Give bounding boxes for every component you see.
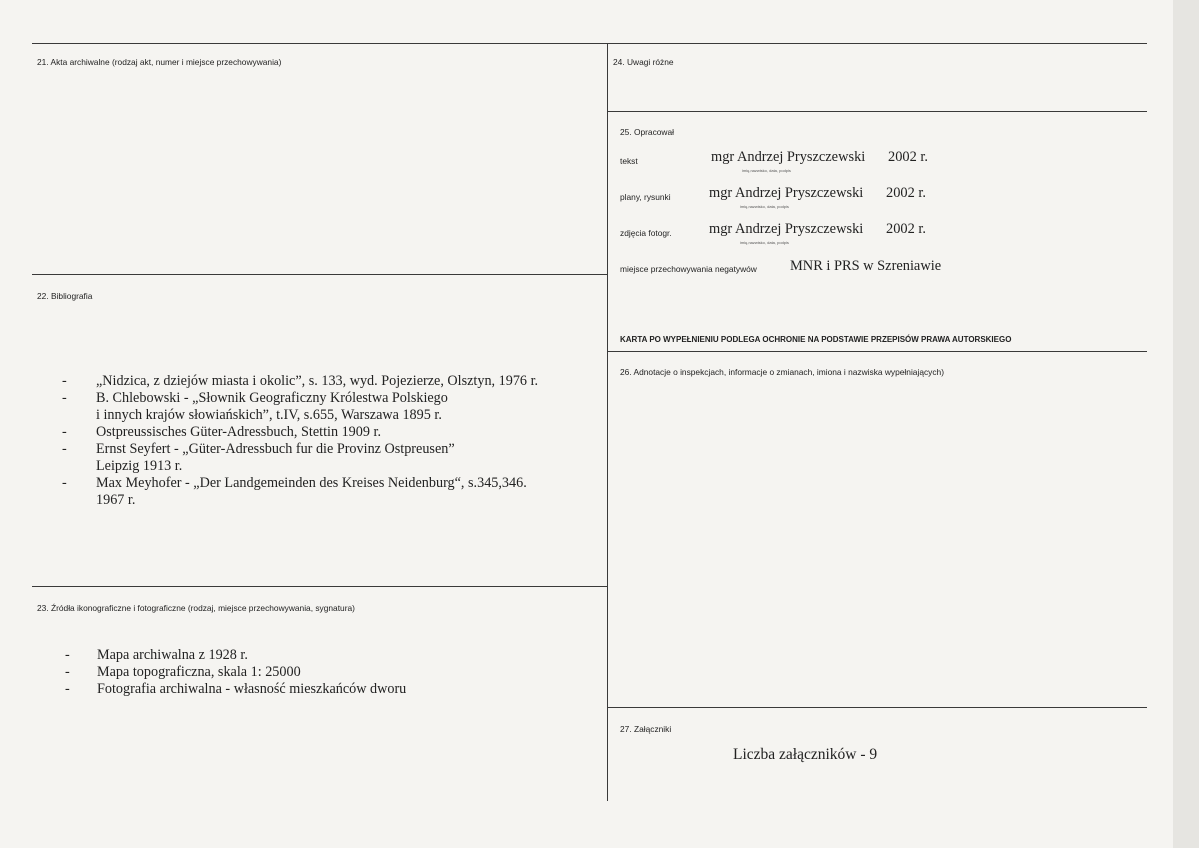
rule-24-25 [608,111,1147,112]
author-row-value: mgr Andrzej Pryszczewski [711,149,866,165]
section-24-title: 24. Uwagi różne [613,57,674,67]
negatives-label: miejsce przechowywania negatywów [620,264,757,274]
copyright-note: KARTA PO WYPEŁNIENIU PODLEGA OCHRONIE NA PODSTAWIE PRZEPISÓW PRAWA AUTORSKIEGO [620,335,1012,344]
author-row-caption: imię,nazwisko, data, podpis [742,168,791,173]
section-27-title: 27. Załączniki [620,724,672,734]
plans-row-caption: imię,nazwisko, data, podpis [740,204,789,209]
iconographic-sources-list [65,647,585,698]
list-item: - Ostpreussisches Güter-Adressbuch, Stettin 1909 r. [62,424,382,440]
bibliography-list [62,373,602,509]
photos-row-caption: imię,nazwisko, data, podpis [740,240,789,245]
rule-26-27 [608,707,1147,708]
rule-22-23 [32,586,608,587]
section-21-title: 21. Akta archiwalne (rodzaj akt, numer i miejsce przechowywania) [37,57,282,67]
section-25-title: 25. Opracował [620,127,674,137]
plans-row-year: 2002 r. [886,185,926,201]
list-item: - Mapa archiwalna z 1928 r. [65,647,248,663]
negatives-value: MNR i PRS w Szreniawie [790,258,942,274]
photos-row-year: 2002 r. [886,221,926,237]
list-item: - Mapa topograficzna, skala 1: 25000 [65,664,301,680]
section-26-title: 26. Adnotacje o inspekcjach, informacje o zmianach, imiona i nazwiska wypełniających) [620,367,944,377]
list-item: - B. Chlebowski - „Słownik Geograficzny Królestwa Polskiego i innych krajów słowiańskich”, t.IV, s.655, Warszawa 1895 r. [62,390,448,423]
list-item: - Ernst Seyfert - „Güter-Adressbuch fur die Provinz Ostpreusen” Leipzig 1913 r. [62,441,455,474]
section-23-title: 23. Źródła ikonograficzne i fotograficzne (rodzaj, miejsce przechowywania, sygnatura) [37,603,355,613]
top-rule [32,43,1147,44]
list-item: - „Nidzica, z dziejów miasta i okolic”, s. 133, wyd. Pojezierze, Olsztyn, 1976 r. [62,373,539,389]
rule-25-26 [608,351,1147,352]
list-item: - Fotografia archiwalna - własność mieszkańców dworu [65,681,407,697]
plans-row-label: plany, rysunki [620,192,671,202]
center-divider [607,43,608,801]
paper-edge [1173,0,1199,848]
list-item: - Max Meyhofer - „Der Landgemeinden des Kreises Neidenburg“, s.345,346. 1967 r. [62,475,527,508]
attachments-count: Liczba załączników - 9 [733,746,878,763]
photos-row-value: mgr Andrzej Pryszczewski [709,221,864,237]
photos-row-label: zdjęcia fotogr. [620,228,672,238]
author-row-year: 2002 r. [888,149,928,165]
plans-row-value: mgr Andrzej Pryszczewski [709,185,864,201]
rule-21-22 [32,274,608,275]
section-22-title: 22. Bibliografia [37,291,93,301]
author-row-label: tekst [620,156,638,166]
